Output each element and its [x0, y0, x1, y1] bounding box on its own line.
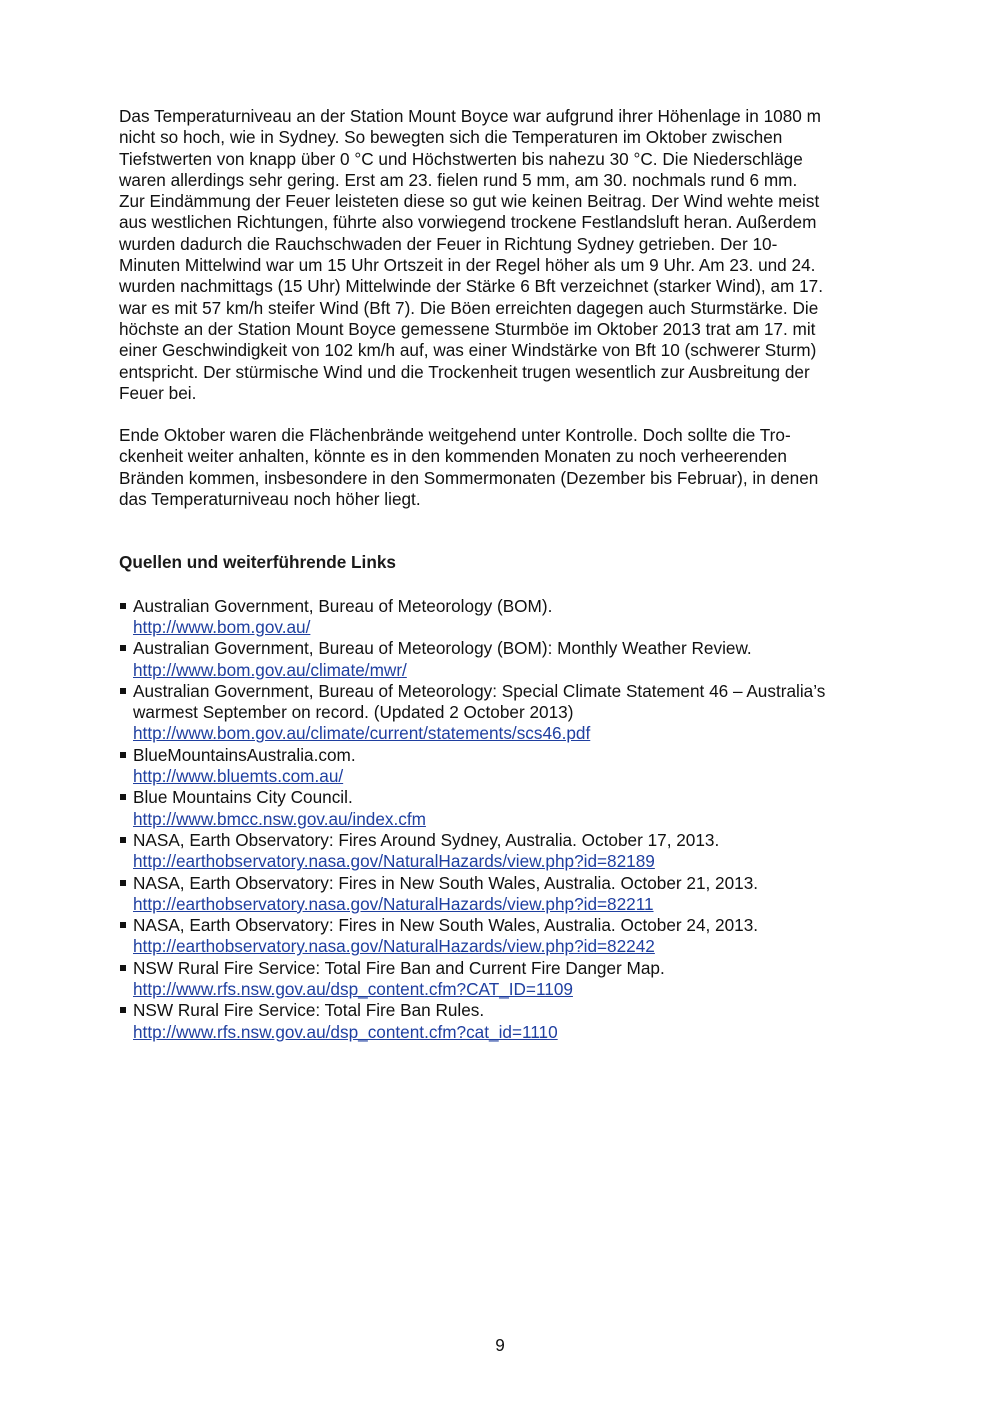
text-line: das Temperaturniveau noch höher liegt. [119, 489, 421, 510]
source-link[interactable]: http://earthobservatory.nasa.gov/NaturalHazards/view.php?id=82211 [133, 893, 654, 914]
text-line: wurden dadurch die Rauchschwaden der Feuer in Richtung Sydney getrieben. Der 10- [119, 233, 778, 254]
text-line: wurden nachmittags (15 Uhr) Mittelwinde der Stärke 6 Bft verzeichnet (starker Wind), am 17. [119, 276, 824, 297]
source-link[interactable]: http://www.bmcc.nsw.gov.au/index.cfm [133, 808, 426, 829]
source-link[interactable]: http://www.rfs.nsw.gov.au/dsp_content.cfm?CAT_ID=1109 [133, 978, 573, 999]
sources-list [119, 596, 889, 1043]
bullet-icon [120, 837, 126, 843]
text-line: ckenheit weiter anhalten, könnte es in den kommenden Monaten zu noch verheerenden [119, 446, 787, 467]
text-line: Zur Eindämmung der Feuer leisteten diese so gut wie keinen Beitrag. Der Wind wehte meist [119, 191, 820, 212]
text-line: aus westlichen Richtungen, führte also vorwiegend trockene Festlandsluft heran. Außerdem [119, 212, 817, 233]
source-title: NSW Rural Fire Service: Total Fire Ban Rules. [133, 1000, 485, 1021]
text-line: waren allerdings sehr gering. Erst am 23. fielen rund 5 mm, am 30. nochmals rund 6 mm. [119, 169, 798, 190]
source-link[interactable]: http://www.rfs.nsw.gov.au/dsp_content.cfm?cat_id=1110 [133, 1021, 558, 1042]
text-line: höchste an der Station Mount Boyce gemessene Sturmböe im Oktober 2013 trat am 17. mit [119, 318, 816, 339]
bullet-icon [120, 965, 126, 971]
list-item [119, 1000, 889, 1043]
sources-heading: Quellen und weiterführende Links [119, 552, 396, 573]
source-title: BlueMountainsAustralia.com. [133, 744, 356, 765]
list-item [119, 787, 889, 830]
source-link[interactable]: http://www.bom.gov.au/climate/current/statements/scs46.pdf [133, 723, 591, 744]
source-link[interactable]: http://www.bluemts.com.au/ [133, 766, 344, 787]
text-line: Tiefstwerten von knapp über 0 °C und Höchstwerten bis nahezu 30 °C. Die Niederschläge [119, 148, 803, 169]
list-item [119, 958, 889, 1001]
source-link[interactable]: http://earthobservatory.nasa.gov/NaturalHazards/view.php?id=82242 [133, 936, 655, 957]
source-title: NASA, Earth Observatory: Fires Around Sydney, Australia. October 17, 2013. [133, 829, 720, 850]
source-link[interactable]: http://www.bom.gov.au/ [133, 616, 311, 637]
page-number: 9 [495, 1335, 505, 1355]
list-item [119, 915, 889, 958]
bullet-icon [120, 1007, 126, 1013]
text-line: Das Temperaturniveau an der Station Mount Boyce war aufgrund ihrer Höhenlage in 1080 m [119, 106, 821, 126]
text-line: einer Geschwindigkeit von 102 km/h auf, was einer Windstärke von Bft 10 (schwerer Sturm) [119, 340, 817, 361]
bullet-icon [120, 645, 126, 651]
document-page [119, 106, 889, 1043]
bullet-icon [120, 688, 126, 694]
text-line: war es mit 57 km/h steifer Wind (Bft 7). Die Böen erreichten dagegen auch Sturmstärke. Die [119, 297, 819, 318]
text-line: entspricht. Der stürmische Wind und die Trockenheit trugen wesentlich zur Ausbreitung der [119, 361, 810, 382]
list-item [119, 830, 889, 873]
bullet-icon [120, 752, 126, 758]
paragraph-weather-station [119, 106, 889, 404]
source-title: NASA, Earth Observatory: Fires in New South Wales, Australia. October 21, 2013. [133, 872, 759, 893]
text-line: nicht so hoch, wie in Sydney. So bewegten sich die Temperaturen im Oktober zwischen [119, 127, 783, 148]
list-item [119, 638, 889, 681]
paragraph-outlook [119, 425, 889, 510]
source-title: Australian Government, Bureau of Meteorology (BOM). [133, 595, 553, 616]
text-line: Ende Oktober waren die Flächenbrände weitgehend unter Kontrolle. Doch sollte die Tro- [119, 425, 791, 446]
bullet-icon [120, 794, 126, 800]
source-title: Australian Government, Bureau of Meteorology (BOM): Monthly Weather Review. [133, 638, 752, 659]
text-line: Bränden kommen, insbesondere in den Sommermonaten (Dezember bis Februar), in denen [119, 467, 819, 488]
text-line: Minuten Mittelwind war um 15 Uhr Ortszeit in der Regel höher als um 9 Uhr. Am 23. und 24. [119, 255, 816, 276]
bullet-icon [120, 603, 126, 609]
list-item [119, 681, 889, 745]
source-link[interactable]: http://www.bom.gov.au/climate/mwr/ [133, 659, 407, 680]
list-item [119, 873, 889, 916]
source-title-continued: warmest September on record. (Updated 2 October 2013) [133, 702, 574, 723]
source-title: NASA, Earth Observatory: Fires in New South Wales, Australia. October 24, 2013. [133, 915, 759, 936]
source-title: Australian Government, Bureau of Meteorology: Special Climate Statement 46 – Australia’s [133, 680, 826, 701]
list-item [119, 596, 889, 639]
source-link[interactable]: http://earthobservatory.nasa.gov/NaturalHazards/view.php?id=82189 [133, 851, 655, 872]
bullet-icon [120, 922, 126, 928]
source-title: NSW Rural Fire Service: Total Fire Ban and Current Fire Danger Map. [133, 957, 665, 978]
text-line: Feuer bei. [119, 382, 197, 403]
bullet-icon [120, 880, 126, 886]
source-title: Blue Mountains City Council. [133, 787, 353, 808]
list-item [119, 745, 889, 788]
